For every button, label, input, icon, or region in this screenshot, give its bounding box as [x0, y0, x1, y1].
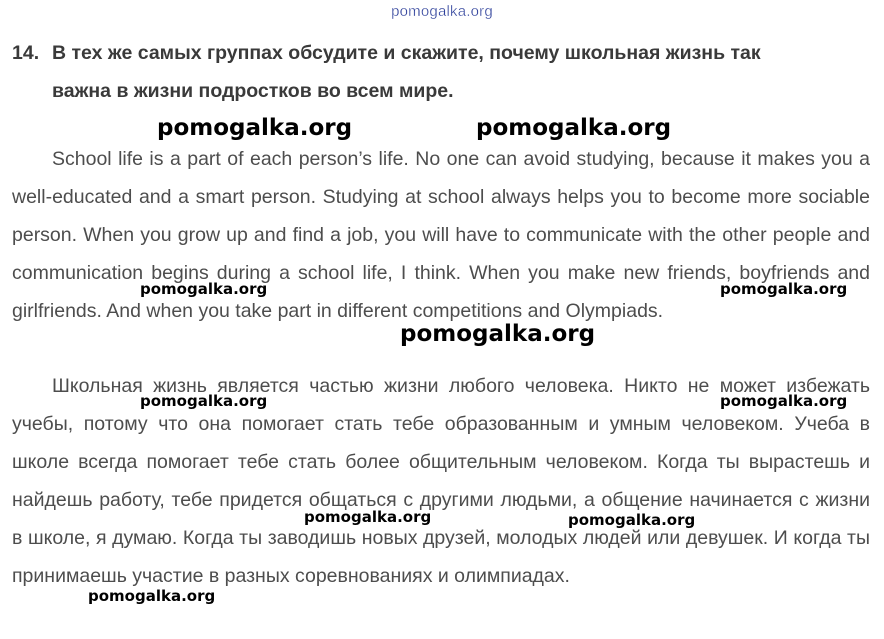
watermark: pomogalka.org [568, 511, 696, 529]
paragraph-english [12, 140, 870, 330]
watermark-top: pomogalka.org [391, 3, 493, 20]
watermark: pomogalka.org [157, 115, 353, 141]
watermark: pomogalka.org [140, 280, 268, 298]
paragraph-english-text: School life is a part of each person’s life. No one can avoid studying, because it makes you a well-educated and a smart person. Studying at school always helps you to become more sociable person. When you grow up and find a job, you will have to communicate with the other people and communication begins during a school life, I think. When you make new friends, boyfriends and girlfriends. And when you take part in different competitions and Olympiads. [12, 148, 870, 322]
watermark: pomogalka.org [304, 508, 432, 526]
watermark: pomogalka.org [720, 392, 848, 410]
task-number: 14. [12, 42, 40, 64]
task-line-1: В тех же самых группах обсудите и скажите, почему школьная жизнь так [52, 42, 761, 64]
paragraph-russian-text: Школьная жизнь является частью жизни любого человека. Никто не может избежать учебы, потому что она помогает стать тебе образованным и умным человеком. Учеба в школе всегда помогает тебе стать более общительным человеком. Когда ты вырастешь и найдешь работу, тебе придется общаться с другими людьми, а общение начинается с жизни в школе, я думаю. Когда ты заводишь новых друзей, молодых людей или девушек. И когда ты принимаешь участие в разных соревнованиях и олимпиадах. [12, 375, 870, 587]
watermark: pomogalka.org [140, 392, 268, 410]
watermark: pomogalka.org [88, 587, 216, 605]
watermark: pomogalka.org [720, 280, 848, 298]
watermark: pomogalka.org [476, 115, 672, 141]
watermark: pomogalka.org [400, 321, 596, 347]
task-heading [12, 34, 874, 110]
task-line-2: важна в жизни подростков во всем мире. [52, 80, 454, 102]
